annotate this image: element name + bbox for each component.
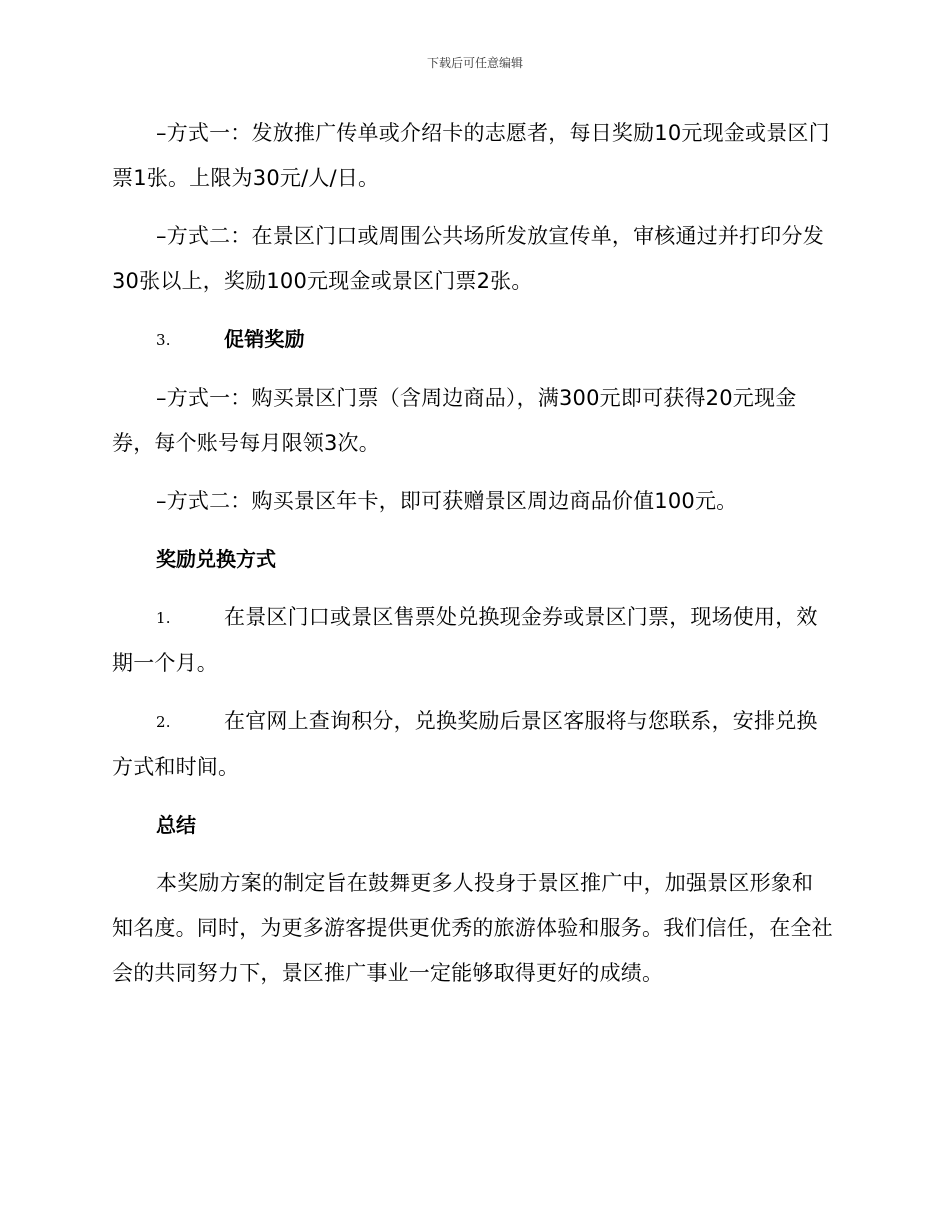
summary-paragraph: 本奖励方案的制定旨在鼓舞更多人投身于景区推广中，加强景区形象和知名度。同时，为更多游客提供更优秀的旅游体验和服务。我们信任，在全社会的共同努力下，景区推广事业一定能够取得更好的成绩。: [112, 871, 833, 985]
promo-method-1: –方式一：购买景区门票（含周边商品），满300元即可获得20元现金券，每个账号每月限领3次。: [112, 386, 797, 455]
promo-method-2: –方式二：购买景区年卡，即可获赠景区周边商品价值100元。: [156, 489, 738, 513]
exchange-item-text: 在官网上查询积分，兑换奖励后景区客服将与您联系，安排兑换方式和时间。: [112, 709, 818, 779]
exchange-item: [112, 699, 834, 790]
exchange-heading: 奖励兑换方式: [156, 547, 276, 571]
page-header: 下载后可任意编辑: [426, 56, 523, 70]
flyer-method-2: –方式二：在景区门口或周围公共场所发放宣传单，审核通过并打印分发30张以上，奖励100元现金或景区门票2张。: [112, 224, 824, 293]
promo-heading-text: 促销奖励: [224, 327, 305, 351]
flyer-method-1: –方式一：发放推广传单或介绍卡的志愿者，每日奖励10元现金或景区门票1张。上限为30元/人/日。: [112, 121, 830, 190]
promo-heading-number: 3.: [156, 331, 171, 349]
summary-heading: 总结: [156, 813, 196, 837]
exchange-item-number: 2.: [156, 713, 171, 731]
exchange-item: [112, 595, 834, 686]
exchange-item-text: 在景区门口或景区售票处兑换现金券或景区门票，现场使用，效期一个月。: [112, 605, 818, 675]
promo-heading: [112, 317, 834, 363]
exchange-item-number: 1.: [156, 609, 171, 627]
document-body: [112, 111, 834, 1009]
